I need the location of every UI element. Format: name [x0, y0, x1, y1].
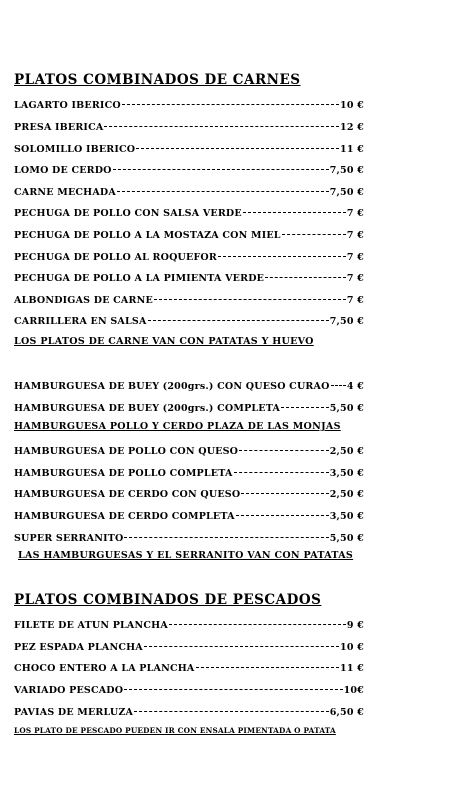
- leader-dashes: [124, 527, 328, 538]
- leader-dashes: [239, 440, 329, 451]
- item-name: VARIADO PESCADO: [14, 685, 124, 696]
- item-name: LAGARTO IBERICO: [14, 100, 121, 111]
- menu-item: [14, 682, 364, 696]
- menu-item: [14, 617, 364, 631]
- menu-item: [14, 270, 364, 284]
- section-title-pescados: PLATOS COMBINADOS DE PESCADOS: [14, 592, 322, 608]
- section-title-carnes: PLATOS COMBINADOS DE CARNES: [14, 72, 301, 88]
- leader-dashes: [331, 375, 346, 386]
- item-price: 5,50 €: [329, 403, 364, 414]
- pescados-note: LOS PLATO DE PESCADO PUEDEN IR CON ENSALA PIMENTADA O PATATA: [14, 726, 336, 735]
- item-price: 9 €: [346, 620, 364, 631]
- item-price: 7,50 €: [329, 316, 364, 327]
- menu-item: [14, 530, 364, 544]
- item-name: PAVIAS DE MERLUZA: [14, 707, 134, 718]
- leader-dashes: [236, 505, 329, 516]
- item-price: 10 €: [340, 100, 364, 111]
- menu-item: [14, 141, 364, 155]
- item-price: 6,50 €: [329, 707, 364, 718]
- item-name: ALBONDIGAS DE CARNE: [14, 295, 153, 306]
- item-price: 7 €: [346, 208, 364, 219]
- menu-item: [14, 704, 364, 718]
- item-name: LOMO DE CERDO: [14, 165, 112, 176]
- menu-item: [14, 227, 364, 241]
- menu-item: [14, 292, 364, 306]
- item-name: CARNE MECHADA: [14, 187, 116, 198]
- item-price: 12 €: [340, 122, 364, 133]
- leader-dashes: [243, 202, 346, 213]
- item-name: CARRILLERA EN SALSA: [14, 316, 147, 327]
- item-price: 3,50 €: [329, 511, 364, 522]
- item-price: 10€: [343, 685, 364, 696]
- menu-item: [14, 465, 364, 479]
- item-price: 2,50 €: [329, 489, 364, 500]
- item-price: 7,50 €: [329, 187, 364, 198]
- item-price: 11 €: [340, 663, 364, 674]
- leader-dashes: [196, 657, 340, 668]
- leader-dashes: [104, 116, 339, 127]
- item-price: 7 €: [346, 252, 364, 263]
- item-price: 7 €: [346, 273, 364, 284]
- item-name: SOLOMILLO IBERICO: [14, 144, 136, 155]
- carnes-note: LOS PLATOS DE CARNE VAN CON PATATAS Y HUEVO: [14, 336, 314, 347]
- menu-item: [14, 313, 364, 327]
- item-name: HAMBURGUESA DE POLLO CON QUESO: [14, 446, 239, 457]
- menu-item: [14, 486, 364, 500]
- menu-item: [14, 249, 364, 263]
- leader-dashes: [144, 636, 339, 647]
- item-name: HAMBURGUESA DE POLLO COMPLETA: [14, 468, 233, 479]
- item-price: 7,50 €: [329, 165, 364, 176]
- leader-dashes: [117, 181, 329, 192]
- leader-dashes: [241, 483, 328, 494]
- item-name: PECHUGA DE POLLO CON SALSA VERDE: [14, 208, 242, 219]
- item-name: PECHUGA DE POLLO A LA PIMIENTA VERDE: [14, 273, 265, 284]
- item-name: CHOCO ENTERO A LA PLANCHA: [14, 663, 195, 674]
- menu-item: [14, 660, 364, 674]
- hamburguesas-note: LAS HAMBURGUESAS Y EL SERRANITO VAN CON PATATAS: [18, 550, 354, 561]
- leader-dashes: [136, 138, 339, 149]
- leader-dashes: [169, 614, 346, 625]
- item-name: HAMBURGUESA DE CERDO COMPLETA: [14, 511, 235, 522]
- menu-item: [14, 184, 364, 198]
- item-price: 4 €: [346, 381, 364, 392]
- menu-item: [14, 400, 364, 414]
- item-price: 3,50 €: [329, 468, 364, 479]
- menu-item: [14, 639, 364, 653]
- menu-item: [14, 119, 364, 133]
- menu-item: [14, 205, 364, 219]
- leader-dashes: [282, 224, 346, 235]
- leader-dashes: [134, 701, 329, 712]
- item-name: SUPER SERRANITO: [14, 533, 124, 544]
- leader-dashes: [281, 397, 329, 408]
- leader-dashes: [148, 310, 329, 321]
- item-name: HAMBURGUESA DE BUEY (200grs.) CON QUESO CURAO: [14, 381, 330, 392]
- item-price: 11 €: [340, 144, 364, 155]
- menu-item: [14, 443, 364, 457]
- item-price: 10 €: [340, 642, 364, 653]
- leader-dashes: [265, 267, 346, 278]
- leader-dashes: [218, 246, 346, 257]
- item-name: HAMBURGUESA DE CERDO CON QUESO: [14, 489, 241, 500]
- item-name: PECHUGA DE POLLO AL ROQUEFOR: [14, 252, 217, 263]
- menu-item: [14, 378, 364, 392]
- item-price: 7 €: [346, 230, 364, 241]
- item-price: 5,50 €: [329, 533, 364, 544]
- hamburguesas-subtitle: HAMBURGUESA POLLO Y CERDO PLAZA DE LAS MONJAS: [14, 421, 341, 432]
- item-name: HAMBURGUESA DE BUEY (200grs.) COMPLETA: [14, 403, 281, 414]
- leader-dashes: [113, 159, 329, 170]
- leader-dashes: [154, 289, 346, 300]
- menu-item: [14, 508, 364, 522]
- menu-item: [14, 162, 364, 176]
- menu-item: [14, 97, 364, 111]
- item-price: 7 €: [346, 295, 364, 306]
- item-name: PEZ ESPADA PLANCHA: [14, 642, 143, 653]
- leader-dashes: [122, 94, 339, 105]
- leader-dashes: [124, 679, 342, 690]
- leader-dashes: [234, 462, 329, 473]
- item-price: 2,50 €: [329, 446, 364, 457]
- item-name: PECHUGA DE POLLO A LA MOSTAZA CON MIEL: [14, 230, 281, 241]
- item-name: PRESA IBERICA: [14, 122, 104, 133]
- item-name: FILETE DE ATUN PLANCHA: [14, 620, 168, 631]
